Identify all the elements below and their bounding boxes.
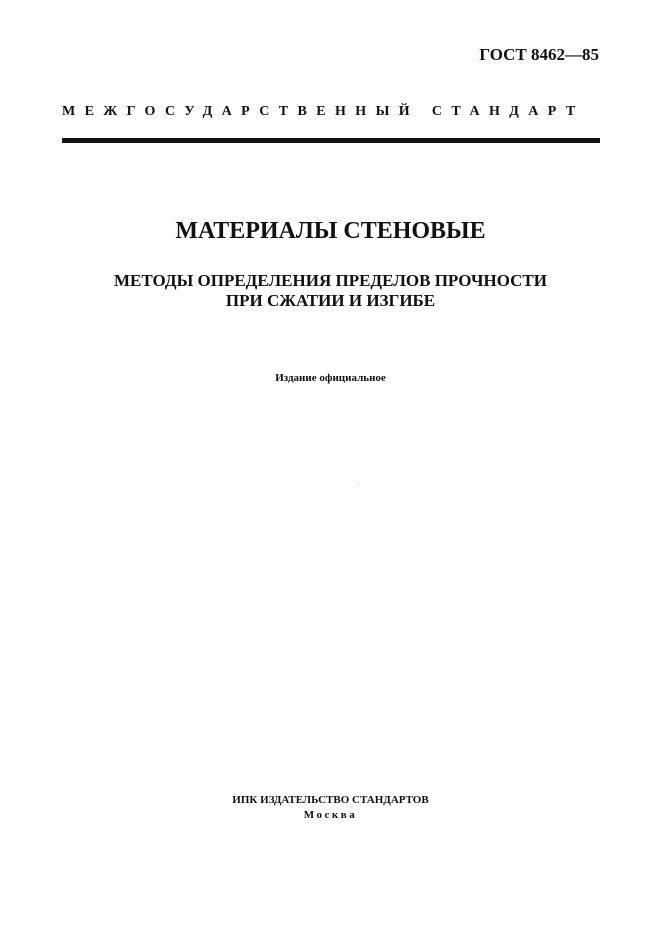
document-subtitle [0,271,661,311]
document-title: МАТЕРИАЛЫ СТЕНОВЫЕ [175,218,486,244]
publication-city: Москва [303,809,358,821]
gost-number: ГОСТ 8462—85 [479,45,599,64]
edition-note: Издание официальное [275,372,386,384]
standard-type-heading: МЕЖГОСУДАРСТВЕННЫЙ СТАНДАРТ [62,104,585,119]
heavy-divider-rule [62,138,600,143]
print-speck [358,484,359,485]
subtitle-line-2: ПРИ СЖАТИИ И ИЗГИБЕ [225,291,436,310]
subtitle-line-1: МЕТОДЫ ОПРЕДЕЛЕНИЯ ПРЕДЕЛОВ ПРОЧНОСТИ [114,271,547,290]
publisher-name: ИПК ИЗДАТЕЛЬСТВО СТАНДАРТОВ [232,794,429,806]
